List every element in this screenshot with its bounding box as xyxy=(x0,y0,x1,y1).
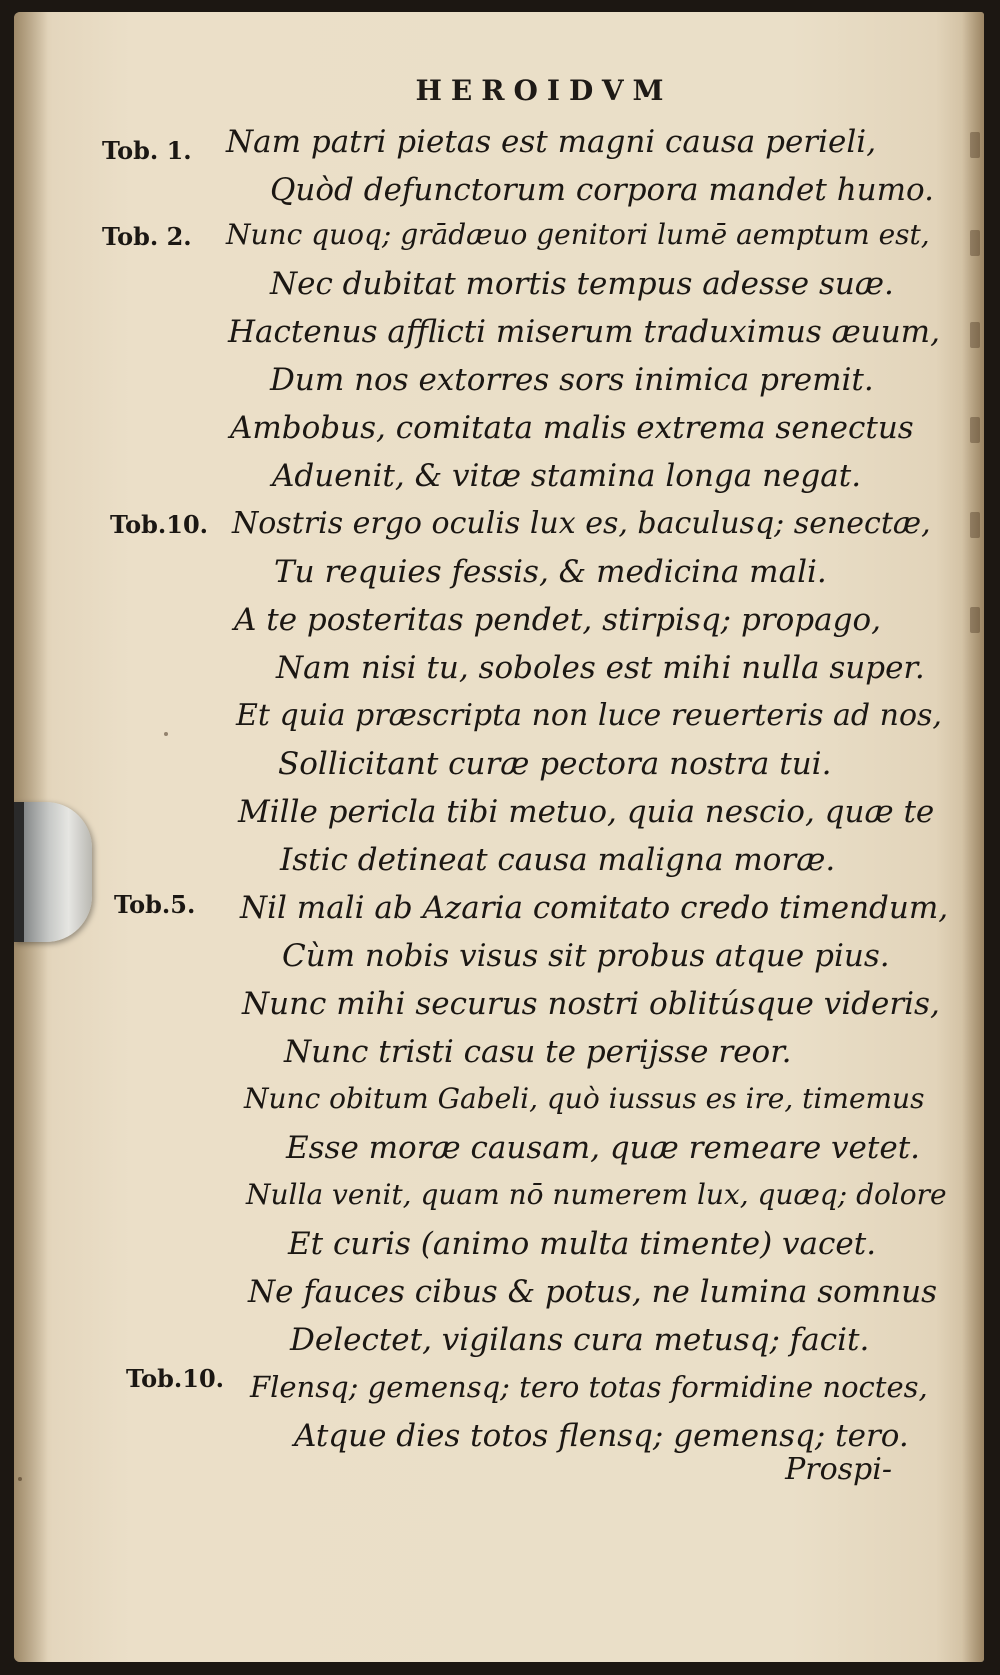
verse-line: Aduenit, & vitæ stamina longa negat. xyxy=(272,458,862,494)
verse-line: Nam patri pietas est magni causa perieli, xyxy=(226,124,877,160)
verse-line: Ambobus, comitata malis extrema senectus xyxy=(230,410,914,446)
verse-line: Istic detineat causa maligna moræ. xyxy=(280,842,836,878)
verse-line: Nulla venit, quam nō numerem lux, quæq; dolore xyxy=(246,1178,947,1211)
verse-line: Mille pericla tibi metuo, quia nescio, quæ te xyxy=(238,794,935,830)
catchword: Prospi- xyxy=(785,1452,892,1487)
running-header: HEROIDVM xyxy=(415,74,673,107)
verse-line: A te posteritas pendet, stirpisq; propago, xyxy=(234,602,881,638)
clip-band xyxy=(14,802,24,942)
bleed-mark xyxy=(970,417,980,443)
verse-line: Delectet, vigilans cura metusq; facit. xyxy=(290,1322,870,1358)
verse-line: Dum nos extorres sors inimica premit. xyxy=(270,362,874,398)
verse-line: Tu requies fessis, & medicina mali. xyxy=(274,554,827,590)
margin-ref: Tob.10. xyxy=(110,510,209,539)
verse-line: Et quia præscripta non luce reuerteris ad nos, xyxy=(236,698,942,733)
verse-line: Flensq; gemensq; tero totas formidine noctes, xyxy=(250,1370,928,1404)
bleed-mark xyxy=(970,607,980,633)
verse-line: Et curis (animo multa timente) vacet. xyxy=(288,1226,877,1262)
bleed-mark xyxy=(970,230,980,256)
facing-page-bleed xyxy=(968,12,984,1662)
margin-ref: Tob. 2. xyxy=(102,222,192,251)
verse-line: Hactenus afflicti miserum traduximus æuum, xyxy=(228,314,940,350)
verse-line: Nostris ergo oculis lux es, baculusq; senectæ, xyxy=(232,506,931,541)
ink-speck xyxy=(164,732,168,736)
verse-line: Nunc obitum Gabeli, quò iussus es ire, timemus xyxy=(244,1082,925,1115)
verse-line: Nam nisi tu, soboles est mihi nulla super. xyxy=(276,650,925,686)
verse-line: Quòd defunctorum corpora mandet humo. xyxy=(270,172,935,208)
verse-line: Nec dubitat mortis tempus adesse suæ. xyxy=(270,266,894,302)
verse-line: Ne fauces cibus & potus, ne lumina somnus xyxy=(248,1274,938,1310)
verse-line: Cùm nobis visus sit probus atque pius. xyxy=(282,938,890,974)
book-page xyxy=(14,12,984,1662)
margin-ref: Tob.5. xyxy=(114,890,196,919)
verse-line: Nunc mihi securus nostri oblitúsque videris, xyxy=(242,986,940,1022)
verse-line: Nil mali ab Azaria comitato credo timendum, xyxy=(240,890,949,926)
book-clip xyxy=(14,802,92,942)
ink-speck xyxy=(18,1477,22,1481)
verse-line: Sollicitant curæ pectora nostra tui. xyxy=(278,746,832,782)
verse-line: Atque dies totos flensq; gemensq; tero. xyxy=(294,1418,909,1454)
bleed-mark xyxy=(970,322,980,348)
verse-line: Nunc tristi casu te perijsse reor. xyxy=(284,1034,792,1070)
bleed-mark xyxy=(970,512,980,538)
verse-line: Esse moræ causam, quæ remeare vetet. xyxy=(286,1130,921,1166)
verse-line: Nunc quoq; grādæuo genitori lumē aemptum est, xyxy=(226,218,930,251)
margin-ref: Tob.10. xyxy=(126,1364,225,1393)
margin-ref: Tob. 1. xyxy=(102,136,192,165)
bleed-mark xyxy=(970,132,980,158)
